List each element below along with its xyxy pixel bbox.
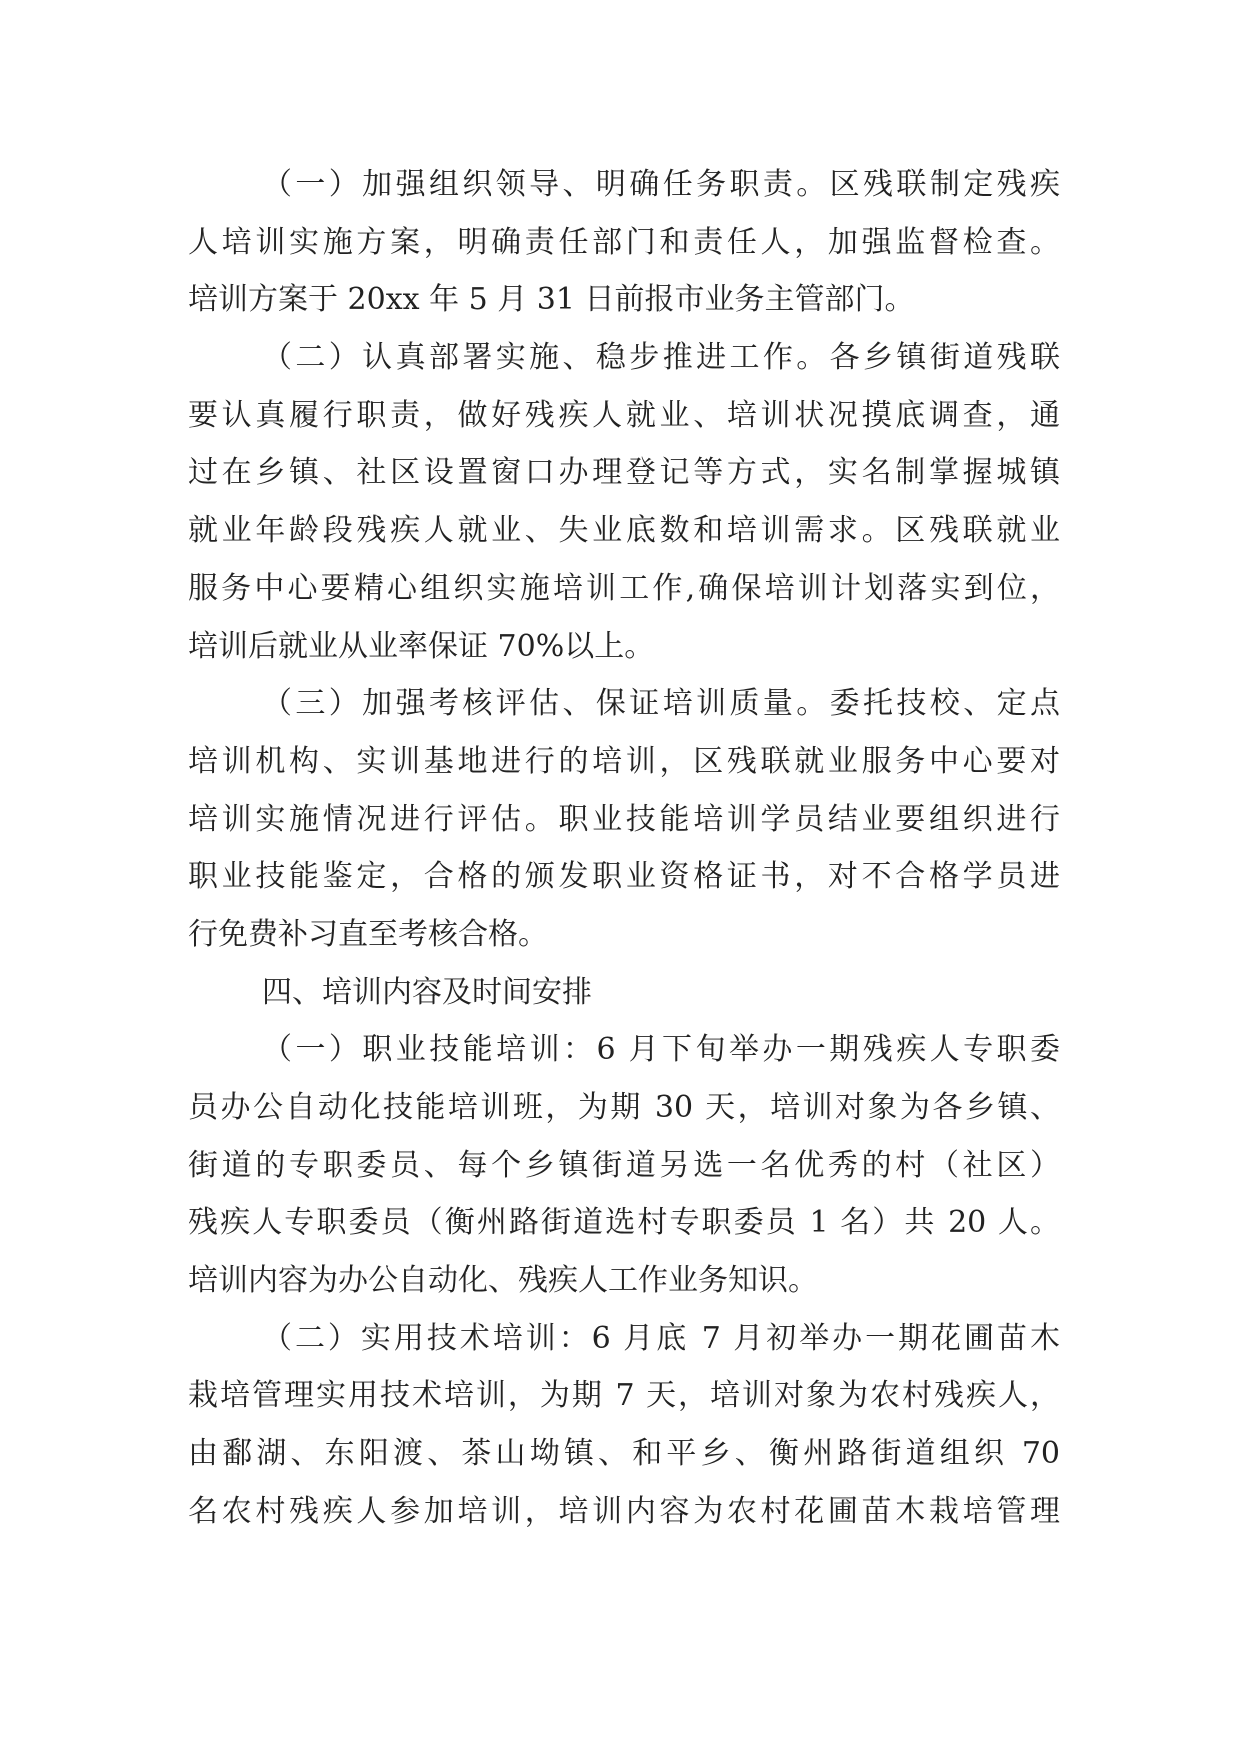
text-line: 由鄱湖、东阳渡、茶山坳镇、和平乡、衡州路街道组织 70 [188, 1436, 1060, 1472]
text-line: 培训后就业从业率保证 70%以上。 [188, 628, 655, 664]
text-line: 人培训实施方案，明确责任部门和责任人，加强监督检查。 [188, 224, 1060, 260]
text-line: （一）加强组织领导、明确任务职责。区残联制定残疾 [262, 167, 1060, 202]
text-line: 培训方案于 20xx 年 5 月 31 日前报市业务主管部门。 [188, 282, 915, 318]
text-line: （三）加强考核评估、保证培训质量。委托技校、定点 [262, 686, 1060, 722]
document-body [188, 156, 1060, 1541]
text-line: 过在乡镇、社区设置窗口办理登记等方式，实名制掌握城镇 [188, 455, 1060, 491]
paragraph-vocational-training [188, 1021, 1060, 1309]
text-line: （一）职业技能培训：6 月下旬举办一期残疾人专职委 [262, 1032, 1060, 1068]
paragraph-organization [188, 156, 1060, 329]
heading-line: 四、培训内容及时间安排 [262, 974, 592, 1010]
text-line: 栽培管理实用技术培训，为期 7 天，培训对象为农村残疾人， [188, 1378, 1060, 1414]
text-line: 残疾人专职委员（衡州路街道选村专职委员 1 名）共 20 人。 [188, 1205, 1060, 1241]
text-line: 员办公自动化技能培训班，为期 30 天，培训对象为各乡镇、 [188, 1090, 1060, 1125]
text-line: （二）认真部署实施、稳步推进工作。各乡镇街道残联 [262, 340, 1060, 376]
text-line: 要认真履行职责，做好残疾人就业、培训状况摸底调查，通 [188, 397, 1060, 433]
text-line: 行免费补习直至考核合格。 [188, 916, 548, 952]
text-line: 培训内容为办公自动化、残疾人工作业务知识。 [188, 1263, 818, 1299]
paragraph-assessment [188, 675, 1060, 963]
text-line: 名农村残疾人参加培训，培训内容为农村花圃苗木栽培管理 [188, 1493, 1060, 1529]
text-line: 街道的专职委员、每个乡镇街道另选一名优秀的村（社区） [188, 1147, 1060, 1183]
paragraph-deployment [188, 329, 1060, 675]
paragraph-practical-training [188, 1310, 1060, 1541]
section-heading [188, 964, 1060, 1022]
text-line: 服务中心要精心组织实施培训工作,确保培训计划落实到位， [188, 570, 1060, 606]
text-line: 培训机构、实训基地进行的培训，区残联就业服务中心要对 [188, 743, 1060, 779]
text-line: 职业技能鉴定，合格的颁发职业资格证书，对不合格学员进 [188, 859, 1060, 895]
text-line: 就业年龄段残疾人就业、失业底数和培训需求。区残联就业 [188, 513, 1060, 549]
text-line: （二）实用技术培训：6 月底 7 月初举办一期花圃苗木 [262, 1320, 1060, 1356]
text-line: 培训实施情况进行评估。职业技能培训学员结业要组织进行 [188, 801, 1060, 837]
